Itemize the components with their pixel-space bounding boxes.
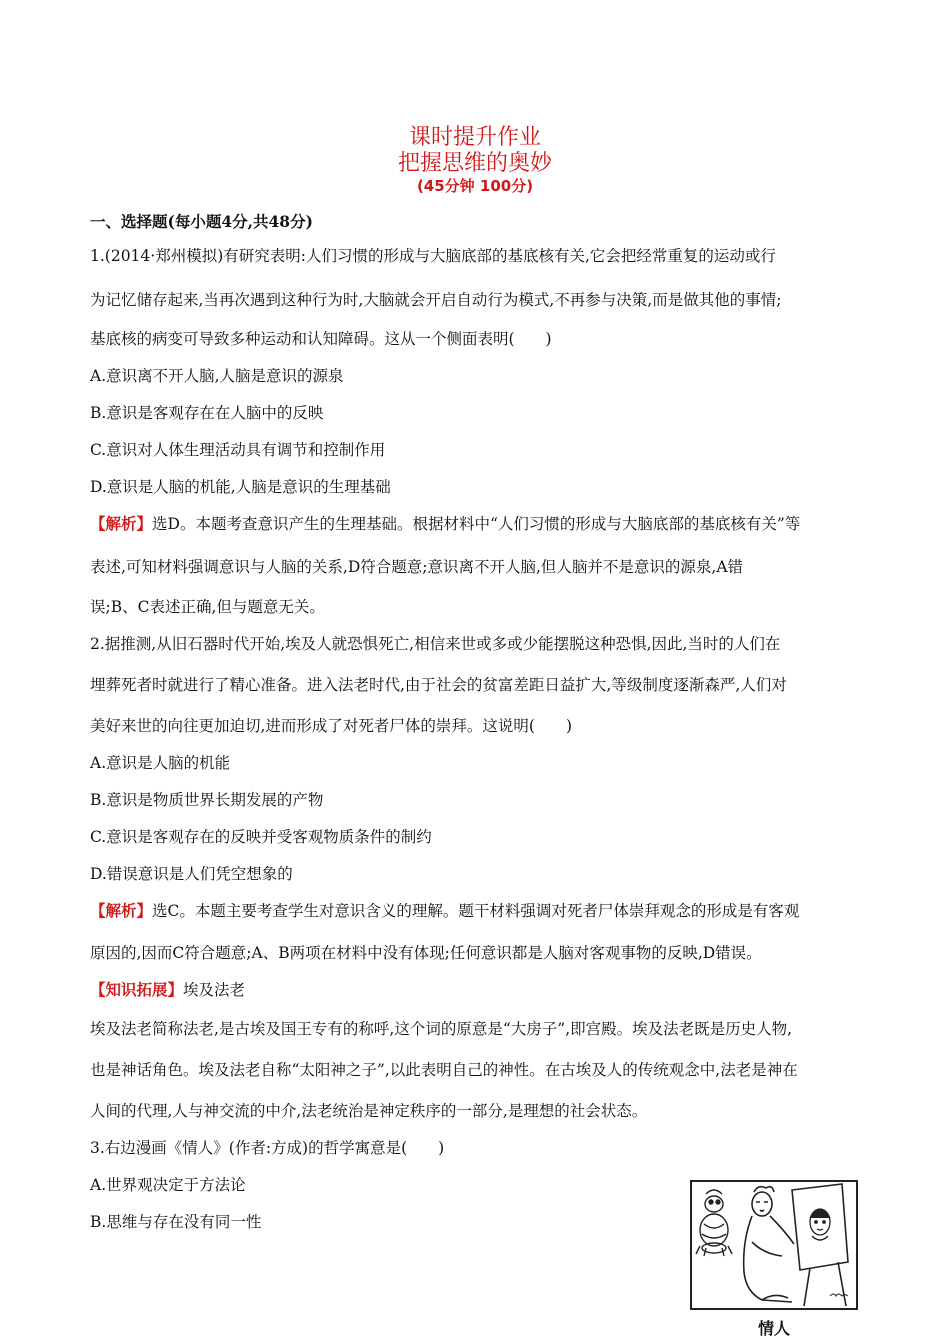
q2-analysis-line: 原因的,因而C符合题意;A、B两项在材料中没有体现;任何意识都是人脑对客观事物的反映,D错误。 xyxy=(90,944,762,962)
extension-tag: 【知识拓展】 xyxy=(90,980,184,999)
q1-option-b: B.意识是客观存在在人脑中的反映 xyxy=(90,404,324,422)
q1-stem-line: 为记忆储存起来,当再次遇到这种行为时,大脑就会开启自动行为模式,不再参与决策,而是做其他的事情; xyxy=(90,291,782,309)
analysis-text: 选C。本题主要考查学生对意识含义的理解。题干材料强调对死者尸体崇拜观念的形成是有客观 xyxy=(152,902,800,920)
q2-option-d: D.错误意识是人们凭空想象的 xyxy=(90,865,293,883)
section-heading: 一、选择题(每小题4分,共48分) xyxy=(90,212,313,231)
q2-analysis-line xyxy=(90,901,799,921)
q3-option-a: A.世界观决定于方法论 xyxy=(90,1176,246,1194)
q1-option-c: C.意识对人体生理活动具有调节和控制作用 xyxy=(90,441,386,459)
q1-analysis-line xyxy=(90,514,800,534)
q1-analysis-line: 误;B、C表述正确,但与题意无关。 xyxy=(90,598,325,616)
q1-option-d: D.意识是人脑的机能,人脑是意识的生理基础 xyxy=(90,478,391,496)
analysis-tag: 【解析】 xyxy=(90,514,153,533)
q3-option-b: B.思维与存在没有同一性 xyxy=(90,1213,262,1231)
cartoon-image xyxy=(690,1180,858,1310)
extension-line: 也是神话角色。埃及法老自称“太阳神之子”,以此表明自己的神性。在古埃及人的传统观念中,法老是神在 xyxy=(90,1061,798,1079)
q2-option-c: C.意识是客观存在的反映并受客观物质条件的制约 xyxy=(90,828,432,846)
q2-stem-line: 2.据推测,从旧石器时代开始,埃及人就恐惧死亡,相信来世或多或少能摆脱这种恐惧,因此,当时的人们在 xyxy=(90,635,781,653)
q2-option-b: B.意识是物质世界长期发展的产物 xyxy=(90,791,324,809)
analysis-text: 选D。本题考查意识产生的生理基础。根据材料中“人们习惯的形成与大脑底部的基底核有关”等 xyxy=(152,515,801,533)
cartoon-drawing xyxy=(692,1182,856,1308)
q2-option-a: A.意识是人脑的机能 xyxy=(90,754,231,772)
extension-line: 埃及法老简称法老,是古埃及国王专有的称呼,这个词的原意是“大房子”,即宫殿。埃及法老既是历史人物, xyxy=(90,1020,793,1038)
analysis-tag: 【解析】 xyxy=(90,901,153,920)
q1-stem-line: 1.(2014·郑州模拟)有研究表明:人们习惯的形成与大脑底部的基底核有关,它会把经常重复的运动或行 xyxy=(90,247,776,265)
cartoon-caption: 情人 xyxy=(757,1319,790,1338)
time-score-label: (45分钟 100分) xyxy=(416,177,534,195)
q3-stem-line: 3.右边漫画《情人》(作者:方成)的哲学寓意是( ) xyxy=(90,1139,445,1157)
q2-stem-line: 埋葬死者时就进行了精心准备。进入法老时代,由于社会的贫富差距日益扩大,等级制度逐渐森严,人们对 xyxy=(90,676,787,694)
page-title: 课时提升作业 xyxy=(408,125,541,150)
q1-analysis-line: 表述,可知材料强调意识与人脑的关系,D符合题意;意识离不开人脑,但人脑并不是意识的源泉,A错 xyxy=(90,558,744,576)
q2-stem-line: 美好来世的向往更加迫切,进而形成了对死者尸体的崇拜。这说明( ) xyxy=(90,717,573,735)
extension-line: 人间的代理,人与神交流的中介,法老统治是神定秩序的一部分,是理想的社会状态。 xyxy=(90,1102,648,1120)
q1-option-a: A.意识离不开人脑,人脑是意识的源泉 xyxy=(90,367,344,385)
q1-stem-line: 基底核的病变可导致多种运动和认知障碍。这从一个侧面表明( ) xyxy=(90,330,552,348)
extension-title: 埃及法老 xyxy=(183,981,246,999)
lesson-title: 把握思维的奥妙 xyxy=(397,151,552,176)
knowledge-extension-heading xyxy=(90,980,245,1000)
